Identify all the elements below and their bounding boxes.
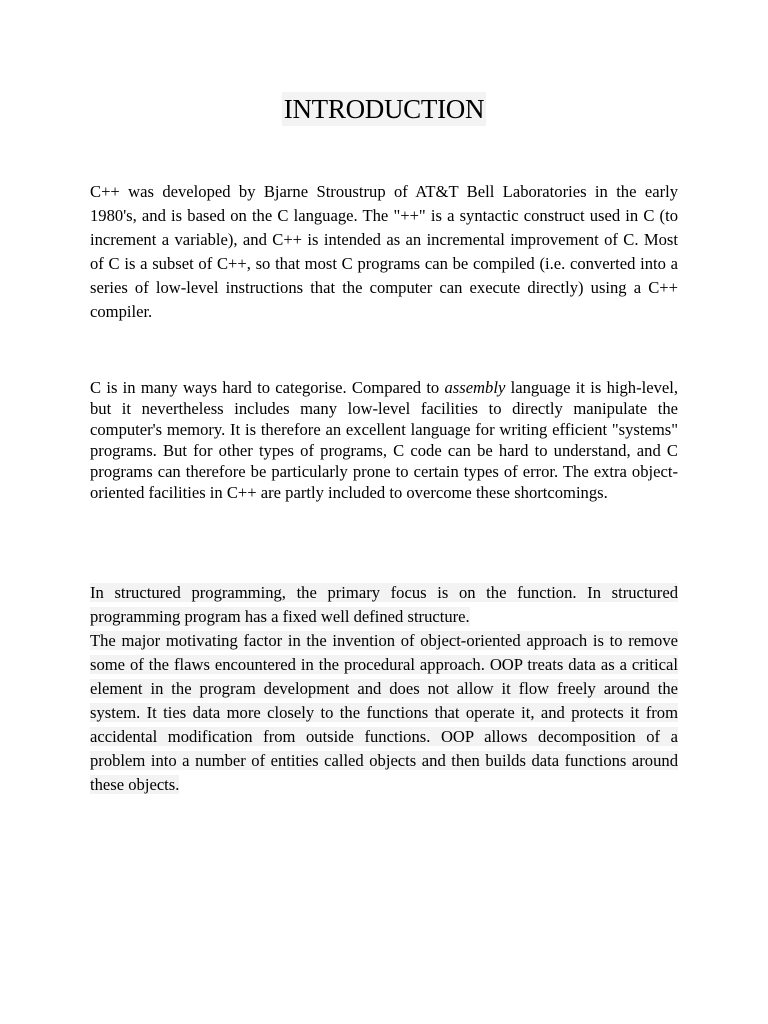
paragraph-categorise [90,377,678,503]
paragraph-oop-line-1: In structured programming, the primary focus is on the function. In structured programming program has a fixed well defined structure. [90,583,678,626]
paragraph-history: C++ was developed by Bjarne Stroustrup of AT&T Bell Laboratories in the early 1980's, and is based on the C language. The "++" is a syntactic construct used in C (to increment a variable), and C++ is intended as an incremental improvement of C. Most of C is a subset of C++, so that most C programs can be compiled (i.e. converted into a series of low-level instructions that the computer can execute directly) using a C++ compiler. [90,182,678,321]
paragraph-oop-highlight-1 [90,583,678,794]
emphasis-assembly: assembly [444,378,506,397]
paragraph-oop-line-2: The major motivating factor in the invention of object-oriented approach is to remove some of the flaws encountered in the procedural approach. OOP treats data as a critical element in the program development and does not allow it flow freely around the system. It ties data more closely to the functions that operate it, and protects it from accidental modification from outside functions. OOP allows decomposition of a problem into a number of entities called objects and then builds data functions around these objects. [90,631,678,794]
paragraph-categorise-text-end: language it is high-level, but it nevertheless includes many low-level facilities to directly manipulate the computer's memory. It is therefore an excellent language for writing efficient "systems" programs. But for other types of programs, C code can be hard to understand, and C programs can therefore be particularly prone to certain types of error. The extra object-oriented facilities in C++ are partly included to overcome these shortcomings. [90,378,678,502]
title-wrapper [0,92,768,126]
paragraph-oop [90,581,678,797]
paragraph-categorise-text-start: C is in many ways hard to categorise. Compared to [90,378,445,397]
page-title: INTRODUCTION [283,94,485,124]
